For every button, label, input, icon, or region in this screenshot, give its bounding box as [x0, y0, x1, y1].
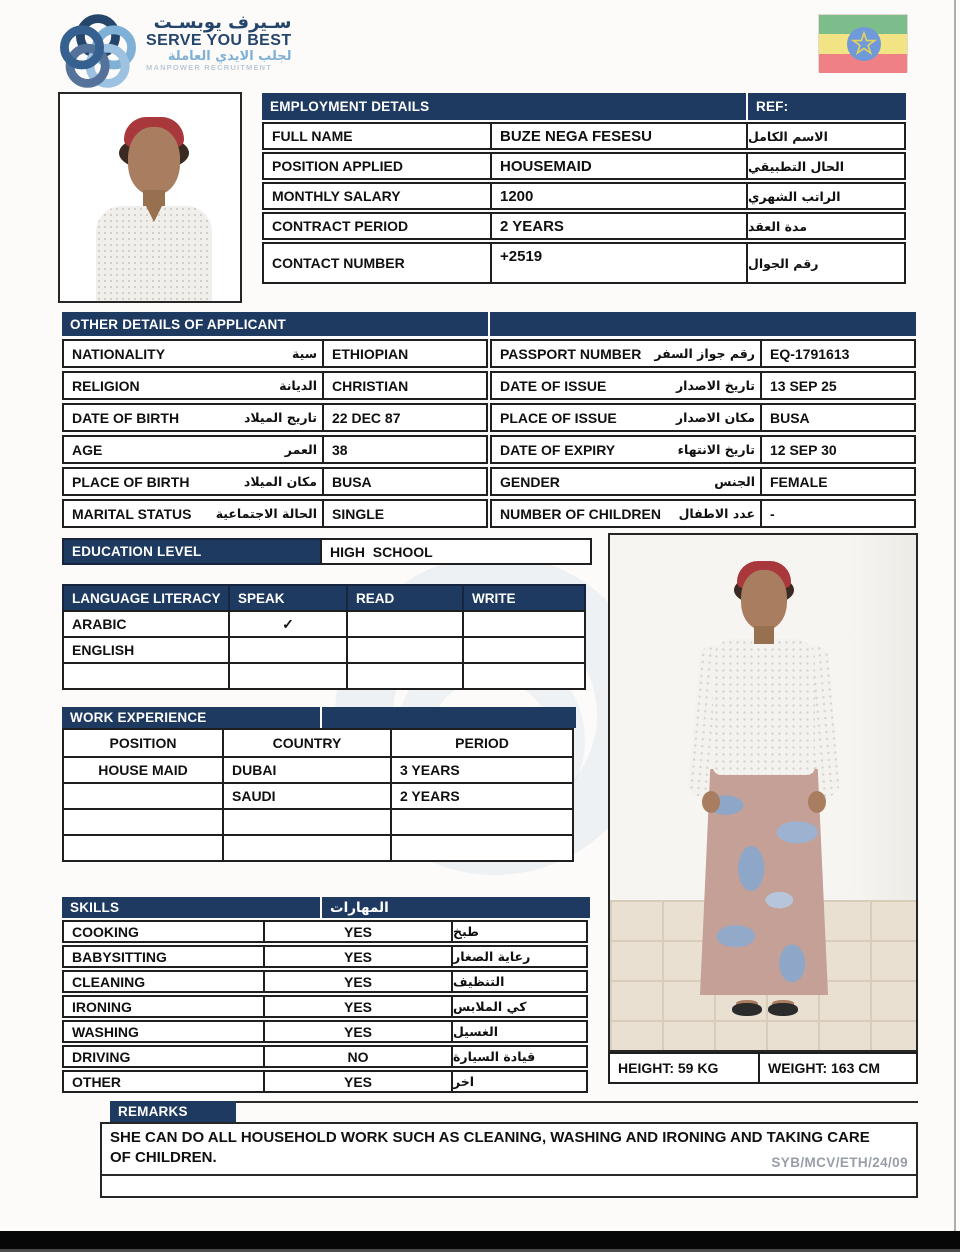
flag-star-icon: [851, 31, 877, 57]
label-ar: رقم جواز السفر: [654, 346, 755, 361]
label-ar: الديانة: [279, 378, 317, 393]
label-text: NUMBER OF CHILDREN: [500, 505, 661, 522]
date-of-expiry-value: 12 SEP 30: [760, 435, 916, 464]
skill-name: BABYSITTING: [62, 945, 265, 968]
work-experience-header: WORK EXPERIENCE: [62, 707, 320, 728]
passport-number-value: EQ-1791613: [760, 339, 916, 368]
speak-check: [228, 662, 348, 690]
label-text: DATE OF BIRTH: [72, 409, 180, 426]
person-face: [741, 570, 787, 630]
label-ar: تاريخ الانتهاء: [677, 442, 755, 457]
marital-status-value: SINGLE: [322, 499, 488, 528]
label-ar: تاريج الميلاد: [243, 410, 317, 425]
work-period: 3 YEARS: [390, 756, 574, 784]
employment-details-header: EMPLOYMENT DETAILS: [262, 93, 746, 120]
religion-label: [62, 371, 324, 400]
label-text: NATIONALITY: [72, 345, 166, 362]
position-applied-label: POSITION APPLIED: [262, 152, 492, 180]
skills-header: SKILLS: [62, 897, 320, 918]
contact-number-value: +2519: [490, 242, 748, 284]
read-check: [346, 636, 464, 664]
ref-header: REF:: [748, 93, 906, 120]
work-position: [62, 782, 224, 810]
table-row: [490, 435, 916, 464]
write-check: [462, 610, 586, 638]
place-of-birth-label: [62, 467, 324, 496]
skills-header-ar: المهارات: [322, 897, 590, 918]
table-row: [62, 499, 488, 528]
date-of-birth-value: 22 DEC 87: [322, 403, 488, 432]
work-position: [62, 808, 224, 836]
place-of-birth-value: BUSA: [322, 467, 488, 496]
other-details-header: OTHER DETAILS OF APPLICANT: [62, 312, 488, 336]
contact-number-label-ar: رقم الجوال: [746, 242, 906, 284]
monthly-salary-value: 1200: [490, 182, 748, 210]
passport-number-label: [490, 339, 762, 368]
other-details-header-right: [490, 312, 916, 336]
monthly-salary-label: MONTHLY SALARY: [262, 182, 492, 210]
work-country: SAUDI: [222, 782, 392, 810]
table-row: [62, 339, 488, 368]
contract-period-label-ar: مدة العقد: [746, 212, 906, 240]
speak-check: [228, 636, 348, 664]
work-country: [222, 834, 392, 862]
skill-name-ar: رعاية الصغار: [451, 945, 588, 968]
write-check: [462, 636, 586, 664]
applicant-passport-photo: [58, 92, 242, 303]
table-row: [62, 945, 590, 968]
work-column-header-row: [62, 728, 576, 758]
number-of-children-label: [490, 499, 762, 528]
contract-period-value: 2 YEARS: [490, 212, 748, 240]
date-of-expiry-label: [490, 435, 762, 464]
age-label: [62, 435, 324, 464]
table-row: [62, 662, 586, 690]
skill-name: IRONING: [62, 995, 265, 1018]
monthly-salary-label-ar: الراتب الشهري: [746, 182, 906, 210]
contact-number-label: CONTACT NUMBER: [262, 242, 492, 284]
place-of-issue-value: BUSA: [760, 403, 916, 432]
label-ar: الحالة الاجتماعية: [215, 506, 317, 521]
label-text: RELIGION: [72, 377, 140, 394]
date-of-issue-label: [490, 371, 762, 400]
label-ar: تاريخ الاصدار: [675, 378, 755, 393]
physique-row: [608, 1052, 918, 1084]
skill-name: COOKING: [62, 920, 265, 943]
height-value: HEIGHT: 59 KG: [608, 1052, 760, 1084]
gender-label: [490, 467, 762, 496]
skill-value: YES: [263, 920, 453, 943]
table-row: [62, 371, 488, 400]
place-of-issue-label: [490, 403, 762, 432]
read-header: READ: [346, 584, 464, 612]
table-row: [62, 1045, 590, 1068]
label-ar: مكان الميلاد: [243, 474, 317, 489]
person-hand: [702, 791, 720, 813]
language-name: [62, 662, 230, 690]
agency-logo: [58, 13, 292, 93]
label-ar: مكان الاصدار: [675, 410, 755, 425]
table-row: [490, 339, 916, 368]
table-row: [62, 920, 590, 943]
person-sandal: [732, 1003, 762, 1016]
marital-status-label: [62, 499, 324, 528]
nationality-value: ETHIOPIAN: [322, 339, 488, 368]
skill-name-ar: كي الملابس: [451, 995, 588, 1018]
label-text: PLACE OF BIRTH: [72, 473, 190, 490]
date-of-birth-label: [62, 403, 324, 432]
remarks-box: [100, 1122, 918, 1198]
table-row: [62, 636, 586, 664]
other-details-table: [62, 312, 918, 528]
language-literacy-header: LANGUAGE LITERACY: [62, 584, 230, 612]
skill-name: CLEANING: [62, 970, 265, 993]
number-of-children-value: -: [760, 499, 916, 528]
remarks-header-rule: [236, 1101, 918, 1122]
table-row: [62, 782, 576, 810]
skill-name: DRIVING: [62, 1045, 265, 1068]
skill-name-ar: التنظيف: [451, 970, 588, 993]
full-name-value: BUZE NEGA FESESU: [490, 122, 748, 150]
skill-name: WASHING: [62, 1020, 265, 1043]
table-row: [62, 970, 590, 993]
skill-name: OTHER: [62, 1070, 265, 1093]
skill-name-ar: قيادة السيارة: [451, 1045, 588, 1068]
remarks-header: REMARKS: [110, 1101, 236, 1122]
work-position: [62, 834, 224, 862]
logo-arabic-subtitle: لجلب الايدي العاملة: [167, 48, 292, 64]
language-literacy-table: [62, 584, 586, 690]
position-applied-value: HOUSEMAID: [490, 152, 748, 180]
speak-check: ✓: [228, 610, 348, 638]
work-position: HOUSE MAID: [62, 756, 224, 784]
skill-name-ar: الغسيل: [451, 1020, 588, 1043]
table-row: [62, 1020, 590, 1043]
remarks-divider: [102, 1174, 916, 1176]
skill-name-ar: طبخ: [451, 920, 588, 943]
person-collar: [146, 206, 162, 222]
nationality-label: [62, 339, 324, 368]
work-period: [390, 834, 574, 862]
table-row: [262, 212, 908, 240]
table-row: [62, 995, 590, 1018]
label-text: MARITAL STATUS: [72, 505, 192, 522]
table-row: [490, 467, 916, 496]
skill-value: YES: [263, 945, 453, 968]
other-details-left-column: [62, 339, 488, 528]
document-code: SYB/MCV/ETH/24/09: [771, 1155, 908, 1170]
position-header: POSITION: [62, 728, 224, 758]
flag-emblem: [847, 27, 881, 61]
other-details-right-column: [490, 339, 916, 528]
person-hand: [808, 791, 826, 813]
work-experience-table: [62, 707, 576, 862]
skills-table: [62, 897, 590, 1093]
write-header: WRITE: [462, 584, 586, 612]
ethiopia-flag: [818, 14, 908, 72]
table-row: [62, 467, 488, 496]
religion-value: CHRISTIAN: [322, 371, 488, 400]
label-ar: عدد الاطفال: [678, 506, 755, 521]
position-applied-label-ar: الحال التطبيقي: [746, 152, 906, 180]
person-neck: [754, 626, 774, 644]
table-row: [62, 435, 488, 464]
table-row: [62, 403, 488, 432]
skill-value: YES: [263, 1070, 453, 1093]
education-level-value: HIGH SCHOOL: [320, 538, 592, 565]
table-row: [262, 152, 908, 180]
work-period: 2 YEARS: [390, 782, 574, 810]
table-row: [62, 834, 576, 862]
agency-logo-icon: [58, 13, 138, 93]
country-header: COUNTRY: [222, 728, 392, 758]
education-level-label: EDUCATION LEVEL: [62, 538, 322, 565]
logo-title: SERVE YOU BEST: [146, 32, 292, 50]
language-name: ENGLISH: [62, 636, 230, 664]
person-sandal: [768, 1003, 798, 1016]
weight-value: WEIGHT: 163 CM: [758, 1052, 918, 1084]
label-text: DATE OF ISSUE: [500, 377, 607, 394]
person-blouse: [713, 639, 815, 775]
skill-value: NO: [263, 1045, 453, 1068]
table-row: [490, 499, 916, 528]
employment-details-table: [262, 93, 908, 284]
table-row: [262, 122, 908, 150]
label-text: AGE: [72, 441, 103, 458]
table-row: [62, 1070, 590, 1093]
scan-page-edge: [954, 0, 956, 1231]
person-face: [128, 127, 180, 195]
table-row: [262, 182, 908, 210]
label-ar: الجنس: [714, 474, 755, 489]
period-header: PERIOD: [390, 728, 574, 758]
label-text: DATE OF EXPIRY: [500, 441, 616, 458]
label-text: PLACE OF ISSUE: [500, 409, 617, 426]
logo-arabic-title: سـيرف يوبسـت: [153, 12, 292, 33]
applicant-full-body-photo: [608, 533, 918, 1052]
work-country: [222, 808, 392, 836]
full-name-label-ar: الاسم الكامل: [746, 122, 906, 150]
full-name-label: FULL NAME: [262, 122, 492, 150]
language-header-row: [62, 584, 586, 612]
work-experience-header-right: [322, 707, 576, 728]
speak-header: SPEAK: [228, 584, 348, 612]
contract-period-label: CONTRACT PERIOD: [262, 212, 492, 240]
label-text: PASSPORT NUMBER: [500, 345, 642, 362]
logo-subtitle: MANPOWER RECRUITMENT: [146, 62, 273, 72]
write-check: [462, 662, 586, 690]
education-level-row: [62, 538, 592, 565]
skill-value: YES: [263, 970, 453, 993]
remarks-text: SHE CAN DO ALL HOUSEHOLD WORK SUCH AS CLEANING, WASHING AND IRONING AND TAKING CARE OF CHILDREN.: [110, 1129, 870, 1167]
skill-value: YES: [263, 995, 453, 1018]
skill-name-ar: اخر: [451, 1070, 588, 1093]
work-country: DUBAI: [222, 756, 392, 784]
label-text: GENDER: [500, 473, 560, 490]
date-of-issue-value: 13 SEP 25: [760, 371, 916, 400]
gender-value: FEMALE: [760, 467, 916, 496]
skill-value: YES: [263, 1020, 453, 1043]
age-value: 38: [322, 435, 488, 464]
table-row: [62, 756, 576, 784]
table-row: [62, 808, 576, 836]
work-period: [390, 808, 574, 836]
label-ar: العمر: [284, 442, 317, 457]
table-row: [262, 242, 908, 284]
read-check: [346, 662, 464, 690]
table-row: [62, 610, 586, 638]
language-name: ARABIC: [62, 610, 230, 638]
table-row: [490, 371, 916, 400]
label-ar: سية: [292, 346, 317, 361]
table-row: [490, 403, 916, 432]
scan-bottom-band: [0, 1231, 960, 1252]
read-check: [346, 610, 464, 638]
